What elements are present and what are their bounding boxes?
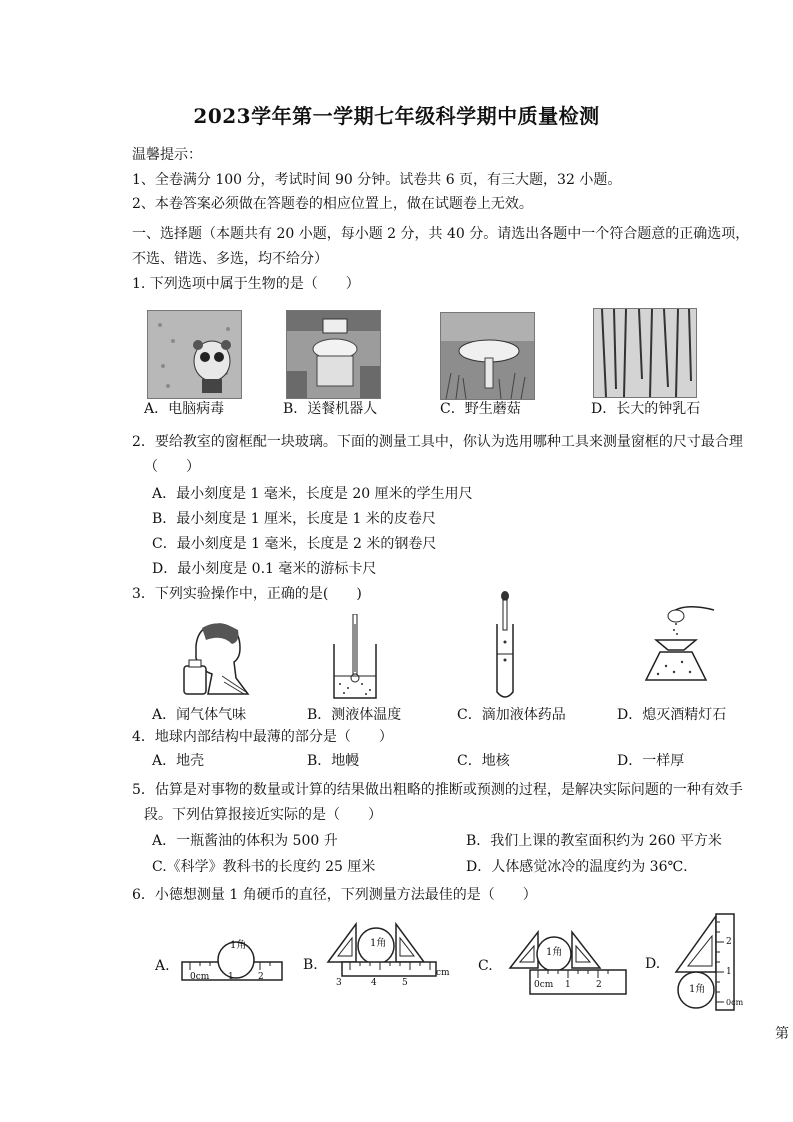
coin-ruler-b-icon — [324, 916, 454, 992]
coin-measure-figure-a — [176, 930, 286, 988]
coin-label-d: 1角 — [689, 984, 706, 995]
delivery-robot-image — [286, 310, 381, 399]
q4-option-c: C．地核 — [457, 753, 510, 769]
q5-option-d: D．人体感觉冰冷的温度约为 36℃. — [466, 859, 688, 875]
notice-line-1: 1、全卷满分 100 分，考试时间 90 分钟。试卷共 6 页，有三大题，32 小题。 — [132, 172, 622, 188]
q2-option-c: C．最小刻度是 1 毫米，长度是 2 米的钢卷尺 — [152, 536, 437, 552]
ruler-b-tick-0: 3 — [336, 978, 342, 988]
section1-line-1: 一、选择题（本题共有 20 小题，每小题 2 分，共 40 分。请选出各题中一个符合题意的正确选项， — [132, 226, 750, 242]
notice-heading: 温馨提示： — [132, 147, 202, 163]
q6-stem: 6．小德想测量 1 角硬币的直径，下列测量方法最佳的是（ ） — [132, 887, 537, 903]
mushroom-illustration-icon — [441, 313, 534, 399]
ruler-d-tick-2: 2 — [726, 937, 732, 947]
ruler-d-tick-0: 0cm — [726, 998, 744, 1007]
q4-option-b: B．地幔 — [307, 753, 360, 769]
q5-option-a: A．一瓶酱油的体积为 500 升 — [152, 833, 338, 849]
coin-ruler-d-icon — [670, 912, 742, 1012]
q4-option-a: A．地壳 — [152, 753, 205, 769]
q5-stem-line-2: 段。下列估算报接近实际的是（ ） — [144, 807, 382, 823]
q2-option-a: A．最小刻度是 1 毫米，长度是 20 厘米的学生用尺 — [152, 486, 473, 502]
computer-virus-image — [147, 310, 242, 399]
q1-stem: 1. 下列选项中属于生物的是（ ） — [132, 276, 360, 292]
ruler-c-tick-0: 0cm — [534, 980, 554, 990]
ruler-b-unit: cm — [436, 968, 450, 978]
coin-measure-figure-d — [670, 912, 742, 1012]
q2-paren: （ ） — [144, 459, 200, 475]
section1-line-2: 不选、错选、多选，均不给分） — [132, 251, 328, 267]
q3-option-b: B．测液体温度 — [307, 707, 402, 723]
q5-option-c: C.《科学》教科书的长度约 25 厘米 — [152, 859, 376, 875]
q5-option-b: B．我们上课的教室面积约为 260 平方米 — [466, 833, 722, 849]
q1-option-c: C．野生蘑菇 — [440, 401, 521, 417]
q3-option-a: A．闻气体气味 — [152, 707, 247, 723]
q2-option-b: B．最小刻度是 1 厘米，长度是 1 米的皮卷尺 — [152, 511, 436, 527]
ruler-c-tick-1: 1 — [565, 980, 571, 990]
q6-option-b-letter: B. — [303, 957, 318, 973]
q1-option-d: D．长大的钟乳石 — [591, 401, 701, 417]
ruler-b-tick-1: 4 — [371, 978, 377, 988]
notice-line-2: 2、本卷答案必须做在答题卷的相应位置上，做在试题卷上无效。 — [132, 196, 533, 212]
virus-illustration-icon — [148, 311, 241, 398]
alcohol-lamp-figure — [636, 600, 716, 692]
stalactite-image — [593, 308, 697, 398]
wild-mushroom-image — [440, 312, 535, 400]
ruler-d-tick-1: 1 — [726, 967, 732, 977]
coin-measure-figure-c — [508, 918, 628, 996]
ruler-a-tick-0: 0cm — [190, 972, 210, 982]
coin-label-b: 1角 — [370, 938, 387, 949]
q4-stem: 4．地球内部结构中最薄的部分是（ ） — [132, 729, 393, 745]
q3-option-d: D．熄灭酒精灯石 — [617, 707, 727, 723]
q4-option-d: D．一样厚 — [617, 753, 685, 769]
page-number-marker: 第 — [775, 1026, 789, 1042]
coin-measure-figure-b — [324, 916, 454, 992]
q5-stem-line-1: 5．估算是对事物的数量或计算的结果做出粗略的推断或预测的过程，是解决实际问题的一种有效手 — [132, 782, 743, 798]
person-smelling-icon — [178, 616, 250, 696]
smell-gas-figure — [178, 616, 250, 696]
stalactite-illustration-icon — [594, 309, 696, 397]
page-title: 2023学年第一学期七年级科学期中质量检测 — [193, 104, 600, 128]
q2-option-d: D．最小刻度是 0.1 毫米的游标卡尺 — [152, 561, 377, 577]
q6-option-a-letter: A. — [155, 958, 170, 974]
ruler-a-tick-2: 2 — [258, 972, 264, 982]
q1-option-a: A．电脑病毒 — [144, 401, 225, 417]
q6-option-c-letter: C. — [478, 958, 493, 974]
ruler-b-tick-2: 5 — [402, 978, 408, 988]
beaker-thermometer-icon — [330, 614, 380, 700]
alcohol-lamp-icon — [636, 600, 716, 692]
q1-option-b: B．送餐机器人 — [283, 401, 378, 417]
q3-stem: 3．下列实验操作中，正确的是( ) — [132, 586, 362, 602]
robot-illustration-icon — [287, 311, 380, 398]
ruler-c-tick-2: 2 — [596, 980, 602, 990]
coin-label-a: 1角 — [230, 940, 247, 951]
dropper-icon — [490, 590, 520, 702]
coin-label-c: 1角 — [546, 947, 563, 958]
ruler-a-tick-1: 1 — [228, 972, 234, 982]
q2-stem: 2．要给教室的窗框配一块玻璃。下面的测量工具中，你认为选用哪种工具来测量窗框的尺寸最合理 — [132, 434, 743, 450]
q3-option-c: C．滴加液体药品 — [457, 707, 566, 723]
dropper-test-tube-figure — [490, 590, 520, 702]
q6-option-d-letter: D. — [645, 956, 661, 972]
thermometer-beaker-figure — [330, 614, 380, 700]
